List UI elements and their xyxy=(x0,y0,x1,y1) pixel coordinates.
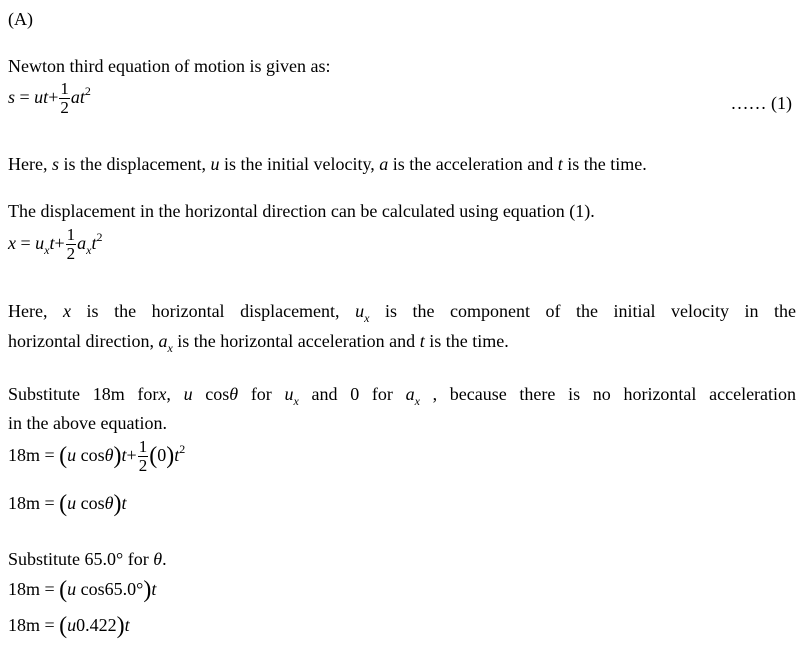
subst1-text: , xyxy=(166,384,171,404)
eq4-u: u xyxy=(67,493,77,513)
subst2-text: Substitute xyxy=(8,549,81,569)
here2-a: a xyxy=(158,331,168,351)
here2-text: is the time. xyxy=(429,331,509,351)
here2-x: x xyxy=(63,301,72,321)
eq2-num: 1 xyxy=(66,225,76,245)
eq2-t: t xyxy=(49,233,55,253)
here2-a-sub: x xyxy=(167,341,173,355)
here1-a: a xyxy=(379,154,389,174)
here1-text: is the acceleration and xyxy=(392,154,554,174)
eq2-a: a xyxy=(77,233,87,253)
eq1-fraction xyxy=(59,80,70,117)
equation-3 xyxy=(8,438,185,475)
equation-2 xyxy=(8,226,103,263)
eq5-cos: cos xyxy=(80,579,105,599)
eq3-cos: cos xyxy=(80,445,105,465)
here2-text: is the horizontal acceleration and xyxy=(177,331,416,351)
horizontal-intro: The displacement in the horizontal direction can be calculated using equation (1). xyxy=(8,201,595,221)
eq3-exponent: 2 xyxy=(179,442,186,456)
here1-text: Here, xyxy=(8,154,48,174)
subst2-value: 65.0° xyxy=(84,549,124,569)
equation-1 xyxy=(8,80,796,117)
subst1-text: for xyxy=(371,384,393,404)
eq6-paren-close: ) xyxy=(116,613,125,639)
intro-text: Newton third equation of motion is given as: xyxy=(8,56,331,76)
eq2-den: 2 xyxy=(66,244,76,264)
eq2-u: u xyxy=(35,233,45,253)
eq6-paren-open: ( xyxy=(59,613,68,639)
subst1-zero: 0 xyxy=(350,384,360,404)
here2-t: t xyxy=(419,331,425,351)
here1-s: s xyxy=(51,154,59,174)
eq3-equals: = xyxy=(44,445,55,465)
eq3-num: 1 xyxy=(138,437,148,457)
subst1-cos: cos xyxy=(205,384,230,404)
subst-2 xyxy=(8,548,167,570)
eq2-plus: + xyxy=(54,233,65,253)
eq1-term2: at xyxy=(70,87,85,107)
eq3-t: t xyxy=(121,445,127,465)
eq5-paren-open: ( xyxy=(59,577,68,603)
subst-1-line1 xyxy=(8,383,796,412)
here1-text: is the displacement, xyxy=(63,154,206,174)
eq3-paren-open-2: ( xyxy=(149,443,158,469)
subst1-value: 18m xyxy=(92,384,125,404)
here-2-line2 xyxy=(8,330,509,359)
eq6-t: t xyxy=(124,615,130,635)
equation-4 xyxy=(8,492,127,515)
eq6-lhs: 18m xyxy=(8,615,41,635)
subst1-ax-sub: x xyxy=(414,394,420,408)
subst2-text: . xyxy=(162,549,167,569)
eq5-lhs: 18m xyxy=(8,579,41,599)
eq5-u: u xyxy=(67,579,77,599)
equation-6 xyxy=(8,614,130,637)
solution-page xyxy=(8,0,798,650)
eq3-zero: 0 xyxy=(157,445,167,465)
here2-u-sub: x xyxy=(364,311,370,325)
eq2-lhs: x xyxy=(8,233,16,253)
here2-text: Here, xyxy=(8,301,48,321)
eq3-den: 2 xyxy=(138,456,148,476)
eq2-t2: t xyxy=(91,233,97,253)
here-1 xyxy=(8,153,647,175)
eq6-u: u xyxy=(67,615,77,635)
subst1-text: for xyxy=(137,384,159,404)
eq5-paren-close: ) xyxy=(143,577,152,603)
eq1-den: 2 xyxy=(60,98,69,118)
eq2-a-sub: x xyxy=(86,243,92,257)
eq2-exponent: 2 xyxy=(96,230,103,244)
eq1-plus: + xyxy=(48,87,59,107)
eq3-fraction xyxy=(138,438,149,475)
subst1-ux: u xyxy=(284,384,294,404)
eq3-t2: t xyxy=(174,445,180,465)
subst1-text: for xyxy=(250,384,272,404)
eq4-theta: θ xyxy=(104,493,114,513)
subst-1-line2: in the above equation. xyxy=(8,413,167,433)
eq4-cos: cos xyxy=(80,493,105,513)
eq4-paren-close: ) xyxy=(113,491,122,517)
eq3-paren-open: ( xyxy=(59,443,68,469)
eq5-equals: = xyxy=(44,579,55,599)
eq3-paren-close: ) xyxy=(113,443,122,469)
here2-text: is the component of the initial velocity in the xyxy=(384,301,797,321)
subst1-text: and xyxy=(311,384,338,404)
here1-u: u xyxy=(210,154,220,174)
subst1-x: x xyxy=(158,384,167,404)
eq4-equals: = xyxy=(44,493,55,513)
here1-t: t xyxy=(557,154,563,174)
eq1-term1: ut xyxy=(34,87,49,107)
subst1-ux-sub: x xyxy=(293,394,299,408)
eq6-value: 0.422 xyxy=(76,615,117,635)
eq2-fraction xyxy=(66,226,77,263)
here-2-line1 xyxy=(8,300,796,329)
here1-text: is the time. xyxy=(567,154,647,174)
eq3-theta: θ xyxy=(104,445,114,465)
here1-text: is the initial velocity, xyxy=(223,154,375,174)
eq1-exponent: 2 xyxy=(84,84,91,98)
subst2-theta: θ xyxy=(153,549,163,569)
eq4-paren-open: ( xyxy=(59,491,68,517)
eq3-paren-close-2: ) xyxy=(166,443,175,469)
subst1-theta: θ xyxy=(229,384,239,404)
eq6-equals: = xyxy=(44,615,55,635)
here2-text: horizontal direction, xyxy=(8,331,154,351)
eq3-lhs: 18m xyxy=(8,445,41,465)
here2-text: is the horizontal displacement, xyxy=(86,301,340,321)
subst1-ax: a xyxy=(405,384,415,404)
here2-u: u xyxy=(355,301,365,321)
eq1-reference: …… (1) xyxy=(730,93,792,113)
eq4-lhs: 18m xyxy=(8,493,41,513)
eq3-plus: + xyxy=(126,445,137,465)
eq2-equals: = xyxy=(20,233,31,253)
eq5-t: t xyxy=(151,579,157,599)
eq3-u: u xyxy=(67,445,77,465)
subst2-text: for xyxy=(127,549,149,569)
part-label: (A) xyxy=(8,9,33,29)
eq1-lhs: s xyxy=(8,87,16,107)
subst1-text: Substitute xyxy=(8,384,81,404)
equation-5 xyxy=(8,578,156,601)
eq1-equals: = xyxy=(19,87,30,107)
eq2-u-sub: x xyxy=(44,243,50,257)
eq5-angle: 65.0° xyxy=(104,579,144,599)
subst1-text: , because there is no horizontal acceleration xyxy=(432,384,797,404)
eq1-num: 1 xyxy=(60,79,69,99)
subst1-u: u xyxy=(183,384,193,404)
eq4-t: t xyxy=(121,493,127,513)
